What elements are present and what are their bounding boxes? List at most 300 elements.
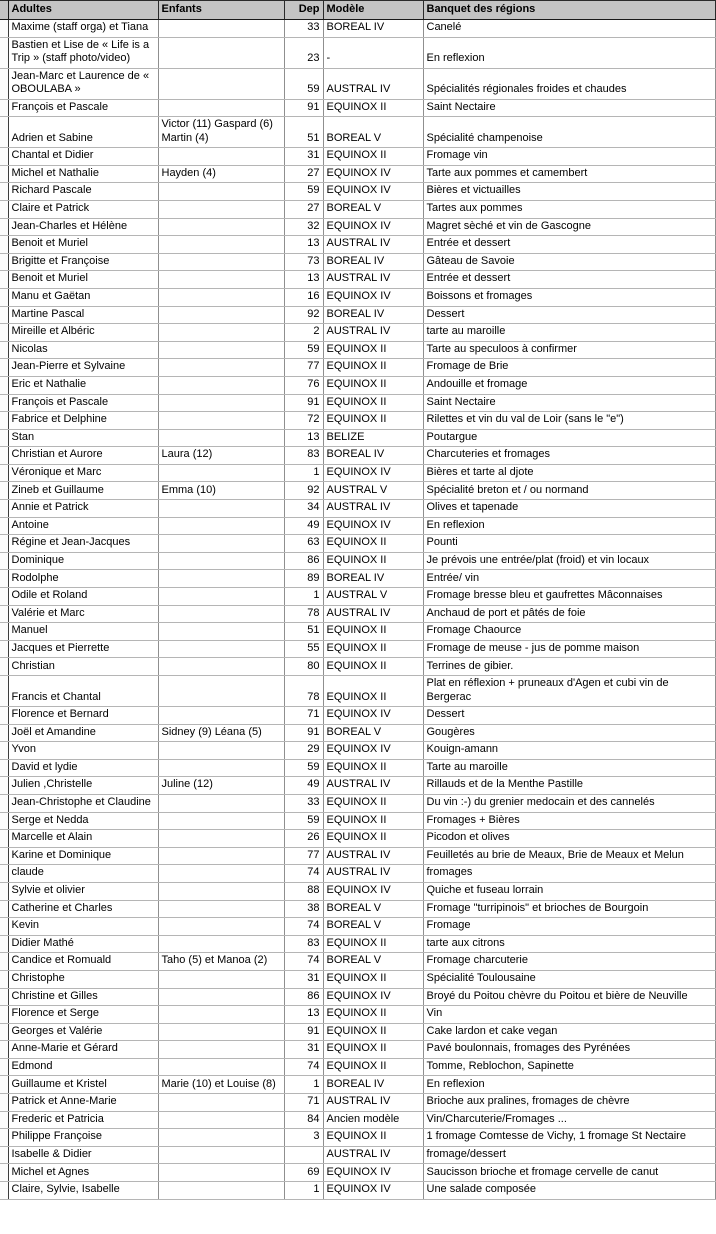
- cell-modele[interactable]: EQUINOX IV: [323, 464, 423, 482]
- row-stub[interactable]: [0, 953, 8, 971]
- cell-adultes[interactable]: David et lydie: [8, 759, 158, 777]
- row-stub[interactable]: [0, 183, 8, 201]
- cell-dep[interactable]: 71: [284, 707, 323, 725]
- row-stub[interactable]: [0, 218, 8, 236]
- cell-dep[interactable]: 26: [284, 830, 323, 848]
- cell-enfants[interactable]: [158, 1023, 284, 1041]
- cell-dep[interactable]: 33: [284, 794, 323, 812]
- cell-modele[interactable]: EQUINOX II: [323, 376, 423, 394]
- cell-modele[interactable]: EQUINOX IV: [323, 882, 423, 900]
- cell-dep[interactable]: 74: [284, 865, 323, 883]
- row-stub[interactable]: [0, 394, 8, 412]
- cell-modele[interactable]: EQUINOX II: [323, 623, 423, 641]
- cell-enfants[interactable]: Emma (10): [158, 482, 284, 500]
- cell-adultes[interactable]: Adrien et Sabine: [8, 117, 158, 148]
- cell-adultes[interactable]: Philippe Françoise: [8, 1129, 158, 1147]
- cell-dep[interactable]: 59: [284, 341, 323, 359]
- cell-dep[interactable]: 76: [284, 376, 323, 394]
- row-stub[interactable]: [0, 1129, 8, 1147]
- row-stub[interactable]: [0, 236, 8, 254]
- cell-enfants[interactable]: [158, 148, 284, 166]
- cell-modele[interactable]: AUSTRAL IV: [323, 1094, 423, 1112]
- cell-adultes[interactable]: Jean-Charles et Hélène: [8, 218, 158, 236]
- cell-dep[interactable]: 13: [284, 236, 323, 254]
- cell-adultes[interactable]: Maxime (staff orga) et Tiana: [8, 20, 158, 38]
- cell-enfants[interactable]: [158, 429, 284, 447]
- cell-adultes[interactable]: claude: [8, 865, 158, 883]
- cell-banquet[interactable]: En reflexion: [423, 517, 716, 535]
- cell-banquet[interactable]: Vin: [423, 1006, 716, 1024]
- row-stub[interactable]: [0, 1076, 8, 1094]
- cell-banquet[interactable]: Anchaud de port et pâtés de foie: [423, 605, 716, 623]
- cell-enfants[interactable]: [158, 759, 284, 777]
- cell-modele[interactable]: EQUINOX II: [323, 658, 423, 676]
- row-stub[interactable]: [0, 68, 8, 99]
- cell-enfants[interactable]: [158, 605, 284, 623]
- cell-dep[interactable]: 80: [284, 658, 323, 676]
- cell-adultes[interactable]: Georges et Valérie: [8, 1023, 158, 1041]
- row-stub[interactable]: [0, 148, 8, 166]
- cell-enfants[interactable]: [158, 882, 284, 900]
- cell-banquet[interactable]: Rilettes et vin du val de Loir (sans le "e"): [423, 412, 716, 430]
- cell-banquet[interactable]: Spécialités régionales froides et chaudes: [423, 68, 716, 99]
- cell-dep[interactable]: 31: [284, 970, 323, 988]
- row-stub[interactable]: [0, 759, 8, 777]
- cell-modele[interactable]: EQUINOX II: [323, 394, 423, 412]
- cell-adultes[interactable]: Benoit et Muriel: [8, 271, 158, 289]
- cell-modele[interactable]: EQUINOX II: [323, 359, 423, 377]
- cell-banquet[interactable]: Spécialité Toulousaine: [423, 970, 716, 988]
- row-stub[interactable]: [0, 1041, 8, 1059]
- cell-modele[interactable]: BOREAL V: [323, 117, 423, 148]
- cell-banquet[interactable]: Dessert: [423, 306, 716, 324]
- cell-banquet[interactable]: Spécialité breton et / ou normand: [423, 482, 716, 500]
- row-stub[interactable]: [0, 500, 8, 518]
- cell-banquet[interactable]: Saucisson brioche et fromage cervelle de canut: [423, 1164, 716, 1182]
- cell-enfants[interactable]: [158, 658, 284, 676]
- row-stub[interactable]: [0, 847, 8, 865]
- cell-adultes[interactable]: Dominique: [8, 552, 158, 570]
- cell-banquet[interactable]: Canelé: [423, 20, 716, 38]
- row-stub[interactable]: [0, 676, 8, 707]
- cell-enfants[interactable]: [158, 588, 284, 606]
- cell-enfants[interactable]: [158, 865, 284, 883]
- cell-dep[interactable]: 63: [284, 535, 323, 553]
- row-stub[interactable]: [0, 447, 8, 465]
- cell-modele[interactable]: EQUINOX IV: [323, 218, 423, 236]
- cell-adultes[interactable]: Benoit et Muriel: [8, 236, 158, 254]
- row-stub[interactable]: [0, 830, 8, 848]
- cell-dep[interactable]: 34: [284, 500, 323, 518]
- cell-enfants[interactable]: Taho (5) et Manoa (2): [158, 953, 284, 971]
- cell-enfants[interactable]: [158, 464, 284, 482]
- cell-modele[interactable]: BOREAL V: [323, 918, 423, 936]
- cell-modele[interactable]: AUSTRAL V: [323, 482, 423, 500]
- column-header-adultes[interactable]: Adultes: [8, 1, 158, 20]
- cell-adultes[interactable]: Jean-Marc et Laurence de « OBOULABA »: [8, 68, 158, 99]
- cell-banquet[interactable]: Saint Nectaire: [423, 394, 716, 412]
- cell-enfants[interactable]: Marie (10) et Louise (8): [158, 1076, 284, 1094]
- cell-modele[interactable]: BOREAL V: [323, 900, 423, 918]
- cell-enfants[interactable]: [158, 341, 284, 359]
- cell-dep[interactable]: 59: [284, 68, 323, 99]
- cell-modele[interactable]: EQUINOX II: [323, 794, 423, 812]
- cell-adultes[interactable]: Jean-Christophe et Claudine: [8, 794, 158, 812]
- cell-dep[interactable]: 51: [284, 117, 323, 148]
- cell-banquet[interactable]: Je prévois une entrée/plat (froid) et vin locaux: [423, 552, 716, 570]
- cell-adultes[interactable]: Edmond: [8, 1058, 158, 1076]
- cell-banquet[interactable]: Tomme, Reblochon, Sapinette: [423, 1058, 716, 1076]
- cell-dep[interactable]: 83: [284, 447, 323, 465]
- cell-modele[interactable]: EQUINOX II: [323, 1129, 423, 1147]
- cell-adultes[interactable]: Chantal et Didier: [8, 148, 158, 166]
- cell-banquet[interactable]: Vin/Charcuterie/Fromages ...: [423, 1111, 716, 1129]
- cell-enfants[interactable]: [158, 742, 284, 760]
- cell-adultes[interactable]: Joël et Amandine: [8, 724, 158, 742]
- cell-enfants[interactable]: [158, 830, 284, 848]
- cell-banquet[interactable]: Fromage: [423, 918, 716, 936]
- cell-enfants[interactable]: [158, 1058, 284, 1076]
- cell-dep[interactable]: 49: [284, 777, 323, 795]
- cell-dep[interactable]: 59: [284, 759, 323, 777]
- cell-adultes[interactable]: Martine Pascal: [8, 306, 158, 324]
- cell-adultes[interactable]: Kevin: [8, 918, 158, 936]
- cell-dep[interactable]: 77: [284, 359, 323, 377]
- cell-adultes[interactable]: Isabelle & Didier: [8, 1146, 158, 1164]
- cell-dep[interactable]: 2: [284, 324, 323, 342]
- cell-enfants[interactable]: [158, 236, 284, 254]
- cell-enfants[interactable]: Victor (11) Gaspard (6) Martin (4): [158, 117, 284, 148]
- cell-adultes[interactable]: Richard Pascale: [8, 183, 158, 201]
- cell-banquet[interactable]: Bières et victuailles: [423, 183, 716, 201]
- cell-modele[interactable]: BOREAL IV: [323, 253, 423, 271]
- cell-banquet[interactable]: Fromage de Brie: [423, 359, 716, 377]
- row-stub[interactable]: [0, 20, 8, 38]
- row-stub[interactable]: [0, 412, 8, 430]
- cell-banquet[interactable]: Terrines de gibier.: [423, 658, 716, 676]
- row-stub[interactable]: [0, 970, 8, 988]
- cell-modele[interactable]: AUSTRAL IV: [323, 605, 423, 623]
- cell-enfants[interactable]: [158, 552, 284, 570]
- row-stub[interactable]: [0, 882, 8, 900]
- cell-banquet[interactable]: Spécialité champenoise: [423, 117, 716, 148]
- cell-dep[interactable]: 27: [284, 165, 323, 183]
- row-stub[interactable]: [0, 341, 8, 359]
- cell-adultes[interactable]: Karine et Dominique: [8, 847, 158, 865]
- row-stub[interactable]: [0, 794, 8, 812]
- cell-dep[interactable]: 69: [284, 1164, 323, 1182]
- cell-modele[interactable]: EQUINOX IV: [323, 1182, 423, 1200]
- cell-adultes[interactable]: Guillaume et Kristel: [8, 1076, 158, 1094]
- row-stub[interactable]: [0, 99, 8, 117]
- cell-dep[interactable]: 31: [284, 148, 323, 166]
- cell-banquet[interactable]: Gougères: [423, 724, 716, 742]
- cell-modele[interactable]: EQUINOX II: [323, 970, 423, 988]
- cell-dep[interactable]: 13: [284, 1006, 323, 1024]
- cell-dep[interactable]: 49: [284, 517, 323, 535]
- cell-enfants[interactable]: [158, 707, 284, 725]
- cell-modele[interactable]: EQUINOX II: [323, 148, 423, 166]
- cell-banquet[interactable]: Poutargue: [423, 429, 716, 447]
- cell-banquet[interactable]: Du vin :-) du grenier medocain et des cannelés: [423, 794, 716, 812]
- cell-modele[interactable]: AUSTRAL IV: [323, 865, 423, 883]
- cell-modele[interactable]: EQUINOX II: [323, 1041, 423, 1059]
- cell-dep[interactable]: 89: [284, 570, 323, 588]
- cell-enfants[interactable]: [158, 517, 284, 535]
- cell-enfants[interactable]: [158, 306, 284, 324]
- cell-banquet[interactable]: Tarte au speculoos à confirmer: [423, 341, 716, 359]
- cell-adultes[interactable]: Didier Mathé: [8, 935, 158, 953]
- cell-banquet[interactable]: Entrée/ vin: [423, 570, 716, 588]
- cell-adultes[interactable]: Stan: [8, 429, 158, 447]
- cell-modele[interactable]: EQUINOX IV: [323, 707, 423, 725]
- cell-adultes[interactable]: Régine et Jean-Jacques: [8, 535, 158, 553]
- cell-modele[interactable]: EQUINOX IV: [323, 988, 423, 1006]
- cell-modele[interactable]: EQUINOX II: [323, 1023, 423, 1041]
- row-stub[interactable]: [0, 1146, 8, 1164]
- cell-adultes[interactable]: Serge et Nedda: [8, 812, 158, 830]
- cell-dep[interactable]: 33: [284, 20, 323, 38]
- cell-modele[interactable]: EQUINOX IV: [323, 165, 423, 183]
- cell-adultes[interactable]: Fabrice et Delphine: [8, 412, 158, 430]
- cell-modele[interactable]: BOREAL V: [323, 200, 423, 218]
- cell-banquet[interactable]: Cake lardon et cake vegan: [423, 1023, 716, 1041]
- cell-dep[interactable]: 84: [284, 1111, 323, 1129]
- cell-modele[interactable]: BELIZE: [323, 429, 423, 447]
- cell-enfants[interactable]: [158, 359, 284, 377]
- cell-adultes[interactable]: Antoine: [8, 517, 158, 535]
- cell-adultes[interactable]: Claire et Patrick: [8, 200, 158, 218]
- cell-enfants[interactable]: [158, 271, 284, 289]
- row-stub[interactable]: [0, 1094, 8, 1112]
- cell-modele[interactable]: EQUINOX IV: [323, 288, 423, 306]
- cell-banquet[interactable]: Fromage charcuterie: [423, 953, 716, 971]
- row-stub[interactable]: [0, 1111, 8, 1129]
- cell-adultes[interactable]: Catherine et Charles: [8, 900, 158, 918]
- cell-banquet[interactable]: Rillauds et de la Menthe Pastille: [423, 777, 716, 795]
- cell-dep[interactable]: 13: [284, 271, 323, 289]
- cell-dep[interactable]: 1: [284, 1182, 323, 1200]
- row-stub[interactable]: [0, 517, 8, 535]
- cell-modele[interactable]: EQUINOX II: [323, 759, 423, 777]
- cell-adultes[interactable]: Michel et Nathalie: [8, 165, 158, 183]
- row-stub[interactable]: [0, 1006, 8, 1024]
- row-stub[interactable]: [0, 1164, 8, 1182]
- cell-modele[interactable]: BOREAL V: [323, 724, 423, 742]
- cell-banquet[interactable]: Fromage bresse bleu et gaufrettes Mâconnaises: [423, 588, 716, 606]
- cell-banquet[interactable]: fromages: [423, 865, 716, 883]
- cell-modele[interactable]: Ancien modèle: [323, 1111, 423, 1129]
- row-stub[interactable]: [0, 1023, 8, 1041]
- cell-dep[interactable]: 16: [284, 288, 323, 306]
- cell-dep[interactable]: 74: [284, 953, 323, 971]
- cell-modele[interactable]: -: [323, 37, 423, 68]
- row-stub[interactable]: [0, 253, 8, 271]
- cell-modele[interactable]: EQUINOX II: [323, 1006, 423, 1024]
- cell-banquet[interactable]: Fromage "turripinois" et brioches de Bourgoin: [423, 900, 716, 918]
- cell-dep[interactable]: 3: [284, 1129, 323, 1147]
- cell-modele[interactable]: EQUINOX II: [323, 412, 423, 430]
- cell-banquet[interactable]: Kouign-amann: [423, 742, 716, 760]
- cell-adultes[interactable]: Yvon: [8, 742, 158, 760]
- cell-enfants[interactable]: [158, 623, 284, 641]
- row-stub[interactable]: [0, 777, 8, 795]
- cell-dep[interactable]: 91: [284, 394, 323, 412]
- cell-adultes[interactable]: Florence et Serge: [8, 1006, 158, 1024]
- cell-modele[interactable]: BOREAL IV: [323, 570, 423, 588]
- cell-enfants[interactable]: [158, 218, 284, 236]
- cell-banquet[interactable]: Feuilletés au brie de Meaux, Brie de Meaux et Melun: [423, 847, 716, 865]
- cell-enfants[interactable]: [158, 1129, 284, 1147]
- cell-banquet[interactable]: 1 fromage Comtesse de Vichy, 1 fromage St Nectaire: [423, 1129, 716, 1147]
- cell-enfants[interactable]: Hayden (4): [158, 165, 284, 183]
- cell-dep[interactable]: 91: [284, 1023, 323, 1041]
- cell-dep[interactable]: [284, 1146, 323, 1164]
- cell-enfants[interactable]: [158, 20, 284, 38]
- cell-modele[interactable]: EQUINOX IV: [323, 517, 423, 535]
- cell-enfants[interactable]: [158, 376, 284, 394]
- cell-adultes[interactable]: Rodolphe: [8, 570, 158, 588]
- cell-banquet[interactable]: Magret sèché et vin de Gascogne: [423, 218, 716, 236]
- cell-banquet[interactable]: Entrée et dessert: [423, 236, 716, 254]
- cell-adultes[interactable]: François et Pascale: [8, 394, 158, 412]
- cell-enfants[interactable]: [158, 794, 284, 812]
- cell-dep[interactable]: 23: [284, 37, 323, 68]
- cell-adultes[interactable]: Christine et Gilles: [8, 988, 158, 1006]
- cell-banquet[interactable]: Bières et tarte al djote: [423, 464, 716, 482]
- cell-enfants[interactable]: [158, 1111, 284, 1129]
- cell-modele[interactable]: EQUINOX II: [323, 676, 423, 707]
- row-stub[interactable]: [0, 306, 8, 324]
- column-header-modele[interactable]: Modèle: [323, 1, 423, 20]
- cell-dep[interactable]: 78: [284, 676, 323, 707]
- cell-modele[interactable]: AUSTRAL IV: [323, 777, 423, 795]
- cell-dep[interactable]: 92: [284, 482, 323, 500]
- cell-enfants[interactable]: [158, 676, 284, 707]
- cell-adultes[interactable]: Annie et Patrick: [8, 500, 158, 518]
- cell-enfants[interactable]: [158, 68, 284, 99]
- cell-modele[interactable]: BOREAL IV: [323, 1076, 423, 1094]
- cell-dep[interactable]: 77: [284, 847, 323, 865]
- row-stub[interactable]: [0, 918, 8, 936]
- row-stub[interactable]: [0, 535, 8, 553]
- cell-adultes[interactable]: Marcelle et Alain: [8, 830, 158, 848]
- cell-dep[interactable]: 1: [284, 588, 323, 606]
- row-stub[interactable]: [0, 900, 8, 918]
- row-stub[interactable]: [0, 640, 8, 658]
- row-stub[interactable]: [0, 359, 8, 377]
- row-stub[interactable]: [0, 865, 8, 883]
- cell-enfants[interactable]: [158, 918, 284, 936]
- cell-modele[interactable]: EQUINOX II: [323, 552, 423, 570]
- cell-banquet[interactable]: Saint Nectaire: [423, 99, 716, 117]
- cell-adultes[interactable]: Mireille et Albéric: [8, 324, 158, 342]
- cell-adultes[interactable]: Christian et Aurore: [8, 447, 158, 465]
- cell-enfants[interactable]: [158, 288, 284, 306]
- row-stub[interactable]: [0, 165, 8, 183]
- cell-adultes[interactable]: Valérie et Marc: [8, 605, 158, 623]
- cell-adultes[interactable]: Zineb et Guillaume: [8, 482, 158, 500]
- row-header-stub[interactable]: [0, 1, 8, 20]
- cell-enfants[interactable]: [158, 970, 284, 988]
- cell-dep[interactable]: 74: [284, 1058, 323, 1076]
- cell-dep[interactable]: 83: [284, 935, 323, 953]
- cell-dep[interactable]: 13: [284, 429, 323, 447]
- cell-enfants[interactable]: [158, 183, 284, 201]
- column-header-dep[interactable]: Dep: [284, 1, 323, 20]
- cell-modele[interactable]: AUSTRAL IV: [323, 236, 423, 254]
- column-header-banquet[interactable]: Banquet des régions: [423, 1, 716, 20]
- cell-enfants[interactable]: [158, 1146, 284, 1164]
- cell-dep[interactable]: 92: [284, 306, 323, 324]
- cell-dep[interactable]: 88: [284, 882, 323, 900]
- cell-modele[interactable]: BOREAL IV: [323, 306, 423, 324]
- cell-banquet[interactable]: Fromages + Bières: [423, 812, 716, 830]
- cell-banquet[interactable]: Entrée et dessert: [423, 271, 716, 289]
- row-stub[interactable]: [0, 658, 8, 676]
- cell-adultes[interactable]: Eric et Nathalie: [8, 376, 158, 394]
- cell-dep[interactable]: 27: [284, 200, 323, 218]
- cell-modele[interactable]: EQUINOX IV: [323, 742, 423, 760]
- cell-dep[interactable]: 73: [284, 253, 323, 271]
- cell-enfants[interactable]: [158, 37, 284, 68]
- cell-modele[interactable]: EQUINOX IV: [323, 1164, 423, 1182]
- cell-dep[interactable]: 86: [284, 988, 323, 1006]
- cell-adultes[interactable]: Patrick et Anne-Marie: [8, 1094, 158, 1112]
- cell-banquet[interactable]: En reflexion: [423, 1076, 716, 1094]
- cell-dep[interactable]: 38: [284, 900, 323, 918]
- row-stub[interactable]: [0, 812, 8, 830]
- cell-modele[interactable]: EQUINOX IV: [323, 183, 423, 201]
- cell-enfants[interactable]: [158, 535, 284, 553]
- cell-adultes[interactable]: Candice et Romuald: [8, 953, 158, 971]
- cell-dep[interactable]: 1: [284, 1076, 323, 1094]
- cell-enfants[interactable]: Laura (12): [158, 447, 284, 465]
- cell-banquet[interactable]: Dessert: [423, 707, 716, 725]
- row-stub[interactable]: [0, 552, 8, 570]
- cell-dep[interactable]: 59: [284, 183, 323, 201]
- cell-banquet[interactable]: Pounti: [423, 535, 716, 553]
- row-stub[interactable]: [0, 429, 8, 447]
- cell-banquet[interactable]: Olives et tapenade: [423, 500, 716, 518]
- cell-modele[interactable]: AUSTRAL IV: [323, 271, 423, 289]
- cell-banquet[interactable]: tarte aux citrons: [423, 935, 716, 953]
- cell-dep[interactable]: 59: [284, 812, 323, 830]
- cell-modele[interactable]: EQUINOX II: [323, 1058, 423, 1076]
- cell-adultes[interactable]: Jean-Pierre et Sylvaine: [8, 359, 158, 377]
- cell-modele[interactable]: EQUINOX II: [323, 935, 423, 953]
- cell-banquet[interactable]: Tarte aux pommes et camembert: [423, 165, 716, 183]
- cell-modele[interactable]: EQUINOX II: [323, 640, 423, 658]
- cell-modele[interactable]: AUSTRAL V: [323, 588, 423, 606]
- cell-enfants[interactable]: [158, 570, 284, 588]
- row-stub[interactable]: [0, 707, 8, 725]
- row-stub[interactable]: [0, 324, 8, 342]
- row-stub[interactable]: [0, 588, 8, 606]
- cell-dep[interactable]: 78: [284, 605, 323, 623]
- cell-dep[interactable]: 71: [284, 1094, 323, 1112]
- cell-adultes[interactable]: Jacques et Pierrette: [8, 640, 158, 658]
- cell-banquet[interactable]: Charcuteries et fromages: [423, 447, 716, 465]
- cell-adultes[interactable]: Michel et Agnes: [8, 1164, 158, 1182]
- cell-adultes[interactable]: Claire, Sylvie, Isabelle: [8, 1182, 158, 1200]
- cell-modele[interactable]: BOREAL V: [323, 953, 423, 971]
- row-stub[interactable]: [0, 464, 8, 482]
- cell-enfants[interactable]: [158, 1094, 284, 1112]
- cell-enfants[interactable]: [158, 812, 284, 830]
- cell-banquet[interactable]: Tarte au maroille: [423, 759, 716, 777]
- cell-enfants[interactable]: Sidney (9) Léana (5): [158, 724, 284, 742]
